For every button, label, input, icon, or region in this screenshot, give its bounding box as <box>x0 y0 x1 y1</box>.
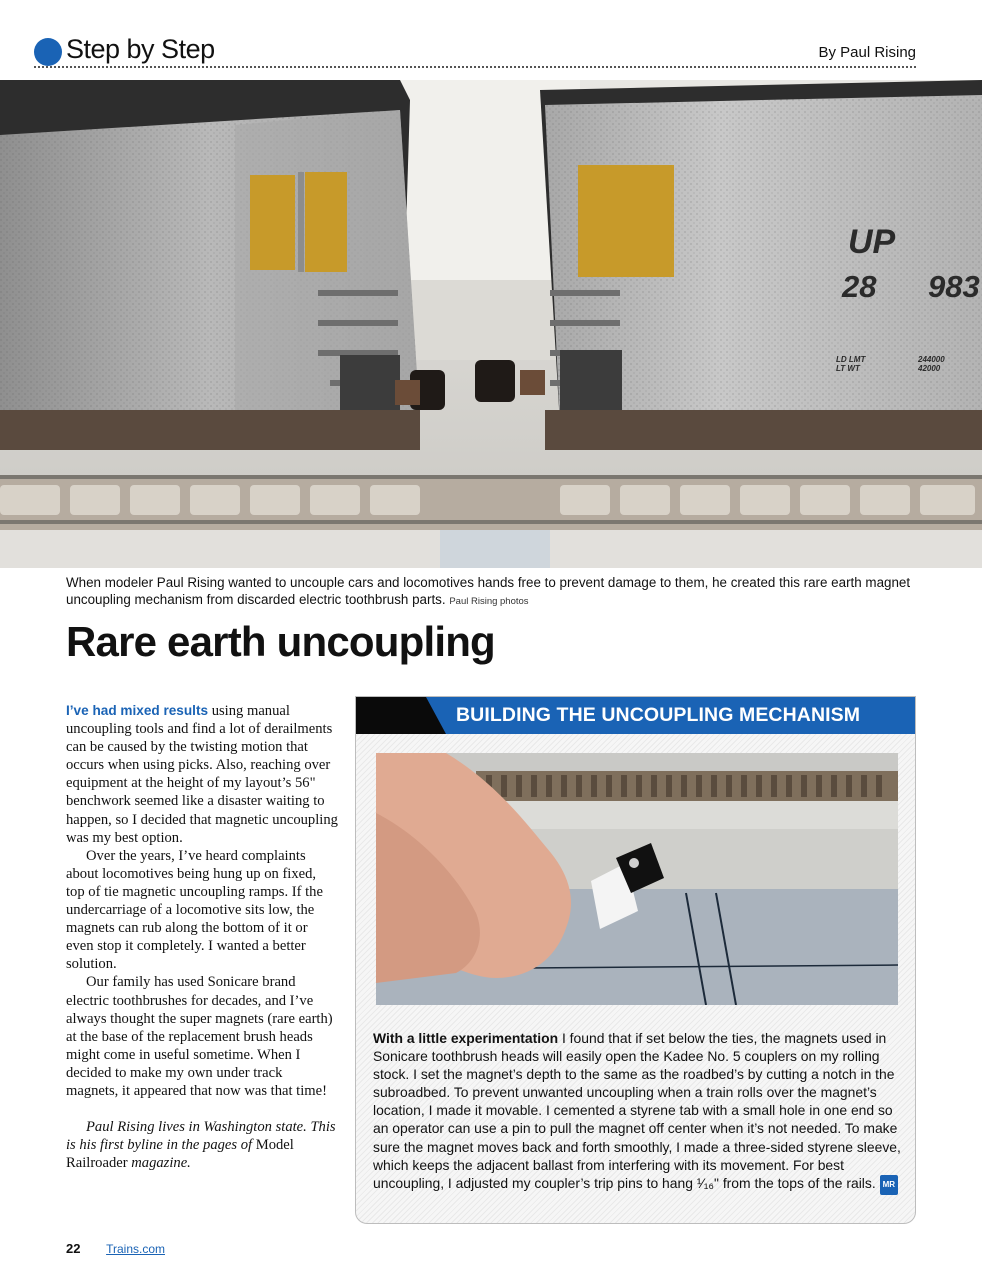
sidebar-photo <box>376 753 898 1005</box>
car-number-left: 28 <box>842 269 877 304</box>
article-p1-text: using manual uncoupling tools and find a lot of derailments can be caused by the twisting motion that occurs when using picks. Also, reaching over equipment at the height of my layout’s 56" benchwork seemed like a disaster waiting to happen, so I decided that magnetic uncoupling was my best option. <box>66 703 338 846</box>
car-stencil-right: 244000 42000 <box>918 355 945 373</box>
photo-credit: Paul Rising photos <box>449 596 529 607</box>
section-header <box>34 34 916 68</box>
section-title: Step by Step <box>66 34 215 64</box>
sidebar-title: BUILDING THE UNCOUPLING MECHANISM <box>456 704 861 726</box>
hero-photo <box>0 80 982 568</box>
bio-text-2: magazine. <box>127 1155 191 1172</box>
sidebar-text <box>373 1029 901 1195</box>
caption-text: When modeler Paul Rising wanted to uncouple cars and locomotives hands free to prevent damage to them, he created this rare earth magnet uncoupling mechanism from discarded electric toothbrush parts. <box>66 575 911 607</box>
byline: By Paul Rising <box>818 44 916 61</box>
mr-end-mark-icon: MR <box>880 1175 898 1195</box>
article-body <box>66 702 338 1172</box>
magnet-hand-illustration <box>376 753 898 1005</box>
page-number: 22 <box>66 1241 81 1256</box>
article-headline: Rare earth uncoupling <box>66 618 495 665</box>
article-paragraph-2: Over the years, I’ve heard complaints about locomotives being hung up on fixed, top of tie magnetic uncoupling ramps. If the undercarriage of a locomotive sits low, the magnets can rub along the bottom of it or even stop it completely. I wanted a better solution. <box>66 847 323 973</box>
website-link[interactable]: Trains.com <box>106 1242 165 1256</box>
hopper-cars-illustration <box>0 80 982 568</box>
author-bio <box>66 1118 338 1172</box>
article-paragraph-1 <box>66 702 338 847</box>
article-paragraph-3: Our family has used Sonicare brand electric toothbrushes for decades, and I’ve always thought the super magnets (rare earth) at the base of the replacement brush heads might come in useful sometime. When I decided to make my own under track magnets, it appeared that now was that time! <box>66 974 333 1099</box>
article-lead-in: I’ve had mixed results <box>66 703 209 718</box>
car-stencil-left: LD LMT LT WT <box>836 355 866 373</box>
sidebar-lead-in: With a little experimentation <box>373 1030 559 1046</box>
bio-text-1: Paul Rising lives in Washington state. This is his first byline in the pages of <box>66 1119 336 1154</box>
car-reporting-mark: UP <box>848 223 896 261</box>
sidebar-box <box>355 696 916 1224</box>
section-bullet-icon <box>34 38 62 66</box>
bio-magazine-name: Model Railroader <box>66 1137 294 1172</box>
page-footer <box>66 1241 165 1256</box>
sidebar-body: I found that if set below the ties, the magnets used in Sonicare toothbrush heads will easily open the Kadee No. 5 couplers on my rolling stock. I set the magnet’s depth to the same as the roadbed’s by cutting a notch in the subroadbed. To prevent unwanted uncoupling when a train rolls over the magnet’s location, I made it movable. I cemented a styrene tab with a small hole in one end so an operator can use a pin to pull the magnet off center when it’s not needed. To make sure the magnet moves back and forth smoothly, I made a three-sided styrene sleeve, which keeps the adjacent ballast from interfering with its movement. For best uncoupling, I adjusted my coupler’s trip pins to hang ¹⁄₁₆" from the tops of the rails. <box>373 1030 901 1191</box>
photo-caption <box>66 574 916 610</box>
car-number-right: 983 <box>928 269 980 304</box>
